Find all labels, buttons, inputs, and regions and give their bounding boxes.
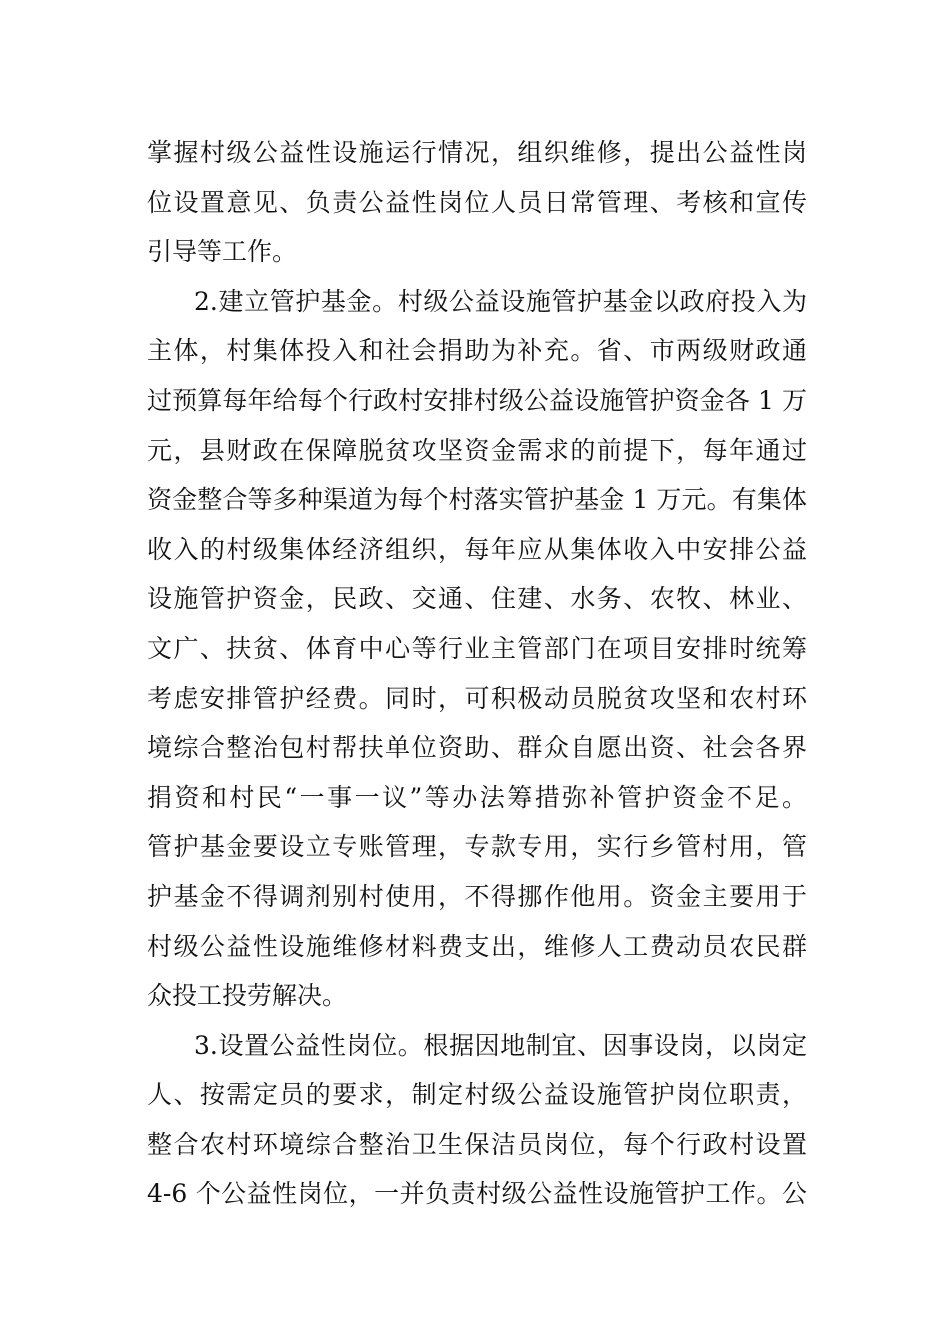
text-line: 掌握村级公益性设施运行情况，组织维修，提出公益性岗 bbox=[147, 138, 807, 167]
text-line: 主体，村集体投入和社会捐助为补充。省、市两级财政通 bbox=[147, 336, 807, 366]
text-line: 引导等工作。 bbox=[147, 237, 298, 267]
text-line: 境综合整治包村帮扶单位资助、群众自愿出资、社会各界 bbox=[147, 733, 807, 763]
text-line: 文广、扶贫、体育中心等行业主管部门在项目安排时统筹 bbox=[147, 633, 807, 663]
text-line: 收入的村级集体经济组织，每年应从集体收入中安排公益 bbox=[147, 534, 807, 564]
text-line: 捐资和村民“一事一议”等办法筹措弥补管护资金不足。 bbox=[147, 782, 807, 812]
text-line: 管护基金要设立专账管理，专款专用，实行乡管村用，管 bbox=[147, 832, 807, 862]
paragraph-heading-line: 3.设置公益性岗位。根据因地制宜、因事设岗，以岗定 bbox=[194, 1030, 807, 1060]
text-line: 众投工投劳解决。 bbox=[147, 981, 348, 1011]
text-line: 4-6 个公益性岗位，一并负责村级公益性设施管护工作。公 bbox=[147, 1179, 807, 1209]
text-line: 整合农村环境综合整治卫生保洁员岗位，每个行政村设置 bbox=[147, 1129, 807, 1159]
text-line: 护基金不得调剂别村使用，不得挪作他用。资金主要用于 bbox=[147, 881, 807, 911]
paragraph-heading-line: 2.建立管护基金。村级公益设施管护基金以政府投入为 bbox=[194, 286, 807, 316]
text-line: 村级公益性设施维修材料费支出，维修人工费动员农民群 bbox=[147, 931, 807, 961]
text-line: 位设置意见、负责公益性岗位人员日常管理、考核和宣传 bbox=[147, 187, 807, 217]
body-text bbox=[147, 128, 807, 1219]
text-line: 人、按需定员的要求，制定村级公益设施管护岗位职责， bbox=[147, 1080, 807, 1110]
text-line: 考虑安排管护经费。同时，可积极动员脱贫攻坚和农村环 bbox=[147, 683, 807, 713]
text-line: 设施管护资金，民政、交通、住建、水务、农牧、林业、 bbox=[147, 584, 807, 614]
text-line: 资金整合等多种渠道为每个村落实管护基金 1 万元。有集体 bbox=[147, 485, 807, 515]
text-line: 元，县财政在保障脱贫攻坚资金需求的前提下，每年通过 bbox=[147, 435, 807, 465]
text-line: 过预算每年给每个行政村安排村级公益设施管护资金各 1 万 bbox=[147, 385, 807, 415]
